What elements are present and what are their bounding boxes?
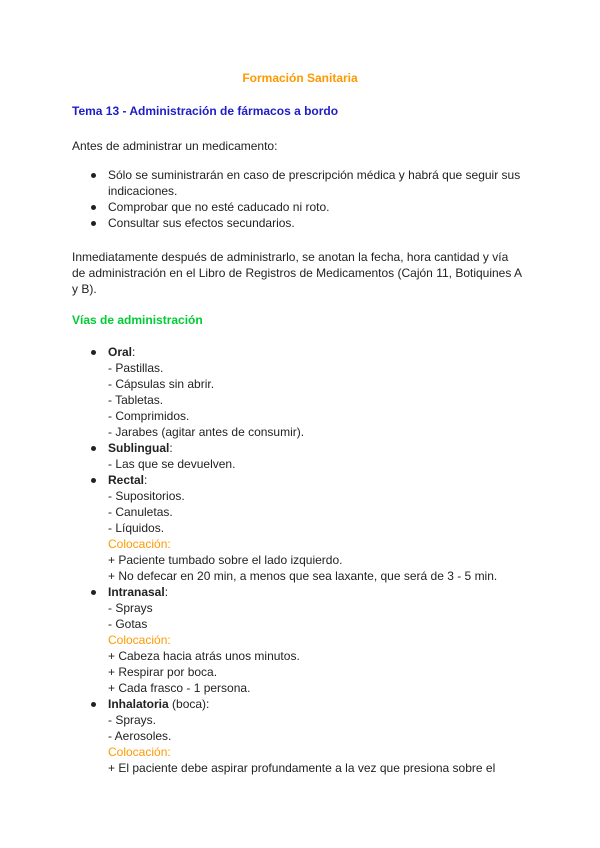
- bullet: [91, 173, 96, 178]
- route-title-sublingual: Sublingual:: [108, 441, 173, 455]
- route-title-inhalatoria: Inhalatoria (boca):: [108, 697, 210, 711]
- placement-item: + Paciente tumbado sobre el lado izquierdo.: [108, 553, 343, 567]
- placement-item: + El paciente debe aspirar profundamente a la vez que presiona sobre el: [108, 761, 496, 775]
- paragraph-line: de administración en el Libro de Registros de Medicamentos (Cajón 11, Botiquines A: [72, 266, 523, 280]
- document-title: Formación Sanitaria: [242, 71, 358, 85]
- bullet: [91, 590, 96, 595]
- placement-item: + Cabeza hacia atrás unos minutos.: [108, 649, 300, 663]
- placement-label: Colocación:: [108, 633, 171, 647]
- bullet: [91, 446, 96, 451]
- route-item: - Pastillas.: [108, 361, 164, 375]
- placement-label: Colocación:: [108, 537, 171, 551]
- bullet: [91, 478, 96, 483]
- route-title-intranasal: Intranasal:: [108, 585, 169, 599]
- route-item: - Las que se devuelven.: [108, 457, 236, 471]
- placement-item: + Respirar por boca.: [108, 665, 218, 679]
- route-item: - Sprays.: [108, 713, 157, 727]
- route-item: - Aerosoles.: [108, 729, 172, 743]
- rule-item-continued: indicaciones.: [108, 184, 178, 198]
- route-title-rectal: Rectal:: [108, 473, 148, 487]
- routes-heading: Vías de administración: [72, 313, 203, 327]
- route-item: - Líquidos.: [108, 521, 165, 535]
- bullet: [91, 350, 96, 355]
- placement-label: Colocación:: [108, 745, 171, 759]
- bullet: [91, 205, 96, 210]
- route-item: - Comprimidos.: [108, 409, 190, 423]
- route-item: - Gotas: [108, 617, 148, 631]
- bullet: [91, 221, 96, 226]
- paragraph-line: y B).: [72, 282, 97, 296]
- rule-item: Sólo se suministrarán en caso de prescripción médica y habrá que seguir sus: [108, 168, 521, 182]
- route-item: - Tabletas.: [108, 393, 164, 407]
- placement-item: + Cada frasco - 1 persona.: [108, 681, 251, 695]
- route-item: - Canuletas.: [108, 505, 173, 519]
- route-item: - Supositorios.: [108, 489, 185, 503]
- rule-item: Consultar sus efectos secundarios.: [108, 216, 295, 230]
- route-item: - Jarabes (agitar antes de consumir).: [108, 425, 305, 439]
- intro-text: Antes de administrar un medicamento:: [72, 139, 278, 153]
- placement-item: + No defecar en 20 min, a menos que sea laxante, que será de 3 - 5 min.: [108, 569, 498, 583]
- rule-item: Comprobar que no esté caducado ni roto.: [108, 200, 330, 214]
- route-item: - Cápsulas sin abrir.: [108, 377, 215, 391]
- topic-heading: Tema 13 - Administración de fármacos a bordo: [72, 104, 339, 118]
- paragraph-line: Inmediatamente después de administrarlo, se anotan la fecha, hora cantidad y vía: [72, 250, 509, 264]
- route-item: - Sprays: [108, 601, 153, 615]
- bullet: [91, 702, 96, 707]
- route-title-oral: Oral:: [108, 345, 136, 359]
